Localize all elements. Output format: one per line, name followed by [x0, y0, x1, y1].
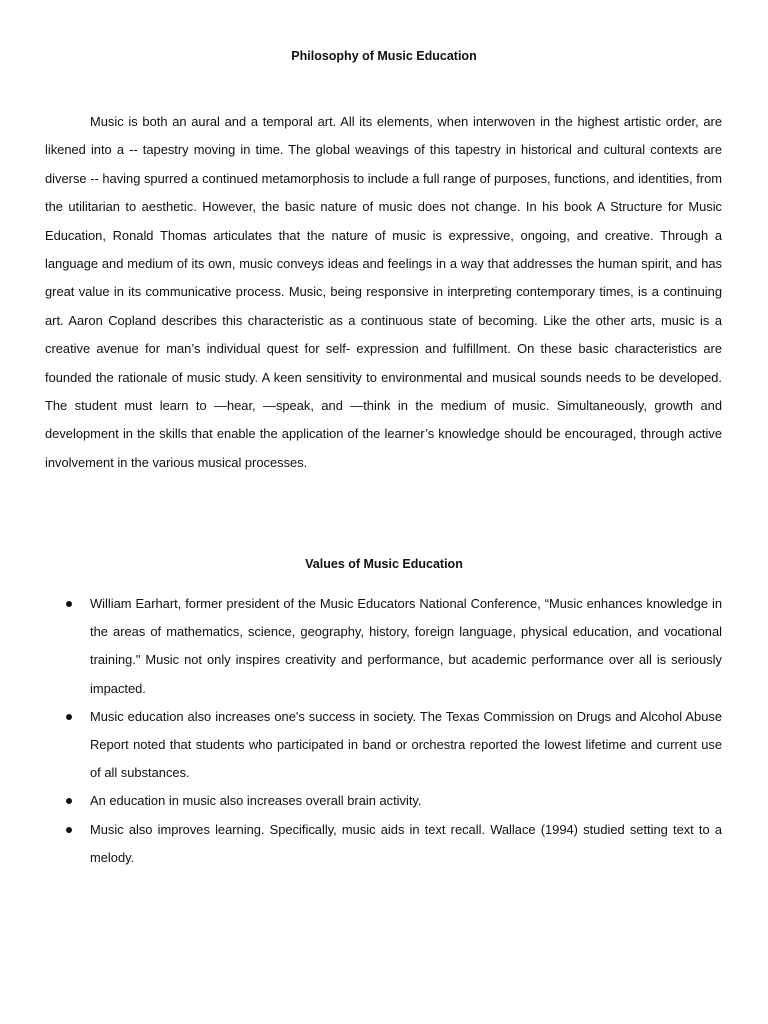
- list-item: [45, 590, 722, 703]
- bullet-icon: [66, 827, 72, 833]
- list-item-text: William Earhart, former president of the Music Educators National Conference, “Music enhances knowledge in the areas of mathematics, science, geography, history, foreign language, physical education, and vocational training." Music not only inspires creativity and performance, but academic performance over all is seriously impacted.: [90, 596, 722, 696]
- list-item: [45, 787, 722, 815]
- values-list: [45, 590, 722, 872]
- list-item-text: An education in music also increases overall brain activity.: [90, 793, 422, 809]
- section-title: Values of Music Education: [305, 557, 463, 571]
- bullet-icon: [66, 714, 72, 720]
- list-item: [45, 703, 722, 788]
- body-paragraph: Music is both an aural and a temporal art. All its elements, when interwoven in the highest artistic order, are likened into a -- tapestry moving in time. The global weavings of this tapestry in historical and cultural contexts are diverse -- having spurred a continued metamorphosis to include a full range of purposes, functions, and identities, from the utilitarian to aesthetic. However, the basic nature of music does not change. In his book A Structure for Music Education, Ronald Thomas articulates that the nature of music is expressive, ongoing, and creative. Through a language and medium of its own, music conveys ideas and feelings in a way that addresses the human spirit, and has great value in its communicative process. Music, being responsive in interpreting contemporary times, is a continuing art. Aaron Copland describes this characteristic as a continuous state of becoming. Like the other arts, music is a creative avenue for man’s individual quest for self- expression and fulfillment. On these basic characteristics are founded the rationale of music study. A keen sensitivity to environmental and musical sounds needs to be developed. The student must learn to —hear, —speak, and —think in the medium of music. Simultaneously, growth and development in the skills that enable the application of the learner’s knowledge should be encouraged, through active involvement in the various musical processes.: [45, 114, 722, 470]
- list-item-text: Music also improves learning. Specifically, music aids in text recall. Wallace (1994) studied setting text to a melody.: [90, 821, 722, 865]
- bullet-icon: [66, 601, 72, 607]
- list-item-text: Music education also increases one's success in society. The Texas Commission on Drugs and Alcohol Abuse Report noted that students who participated in band or orchestra reported the lowest lifetime and current use of all substances.: [90, 708, 722, 781]
- bullet-icon: [66, 798, 72, 804]
- page-title: Philosophy of Music Education: [291, 49, 477, 63]
- list-item: [45, 816, 722, 872]
